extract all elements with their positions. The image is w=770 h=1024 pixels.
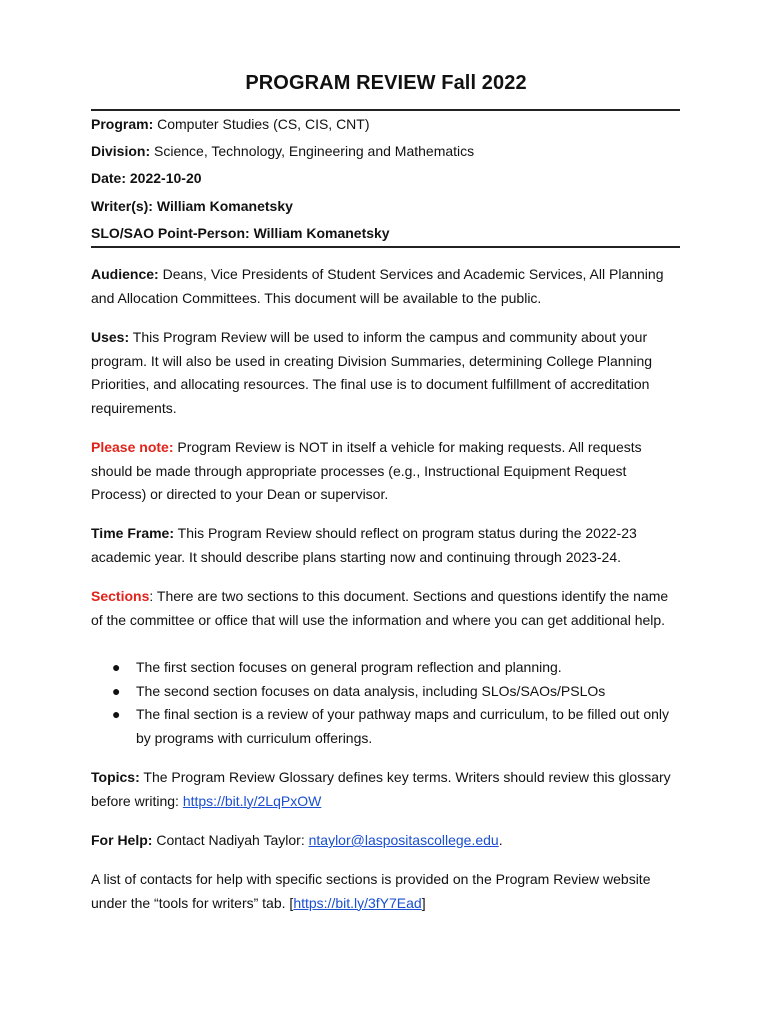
audience-paragraph — [91, 263, 681, 310]
please-note-paragraph — [91, 436, 681, 507]
help-trail: . — [498, 832, 503, 848]
program-label: Program: — [91, 116, 154, 132]
list-item — [91, 680, 681, 704]
contacts-paragraph — [91, 868, 681, 915]
sections-paragraph — [91, 585, 681, 632]
topics-label: Topics: — [91, 769, 140, 785]
glossary-link[interactable]: https://bit.ly/2LqPxOW — [182, 792, 322, 809]
time-frame-paragraph — [91, 522, 681, 569]
division-line — [91, 141, 474, 161]
bullet-icon: ● — [112, 682, 121, 699]
title-divider — [91, 109, 680, 111]
audience-text: Deans, Vice Presidents of Student Services and Academic Services, All Planning and Allocation Committees. This document will be available to the public. — [91, 266, 664, 306]
program-line — [91, 114, 370, 134]
audience-label: Audience: — [91, 266, 159, 282]
tools-for-writers-link[interactable]: https://bit.ly/3fY7Ead — [293, 894, 422, 911]
sections-label: Sections — [91, 588, 150, 604]
help-email-link[interactable]: ntaylor@laspositascollege.edu — [308, 832, 499, 848]
time-frame-text: This Program Review should reflect on program status during the 2022-23 academic year. It should describe plans starting now and continuing through 2023-24. — [91, 525, 637, 565]
uses-text: This Program Review will be used to inform the campus and community about your program. It will also be used in creating Division Summaries, determining College Planning Priorities, and allocating resources. The final use is to document fulfillment of accreditation requirements. — [91, 329, 653, 416]
help-text: Contact Nadiyah Taylor: — [156, 832, 305, 848]
list-item-text: The first section focuses on general program reflection and planning. — [136, 659, 562, 675]
page-title: PROGRAM REVIEW Fall 2022 — [245, 72, 527, 94]
please-note-label: Please note: — [91, 439, 174, 455]
bullet-icon: ● — [112, 659, 121, 675]
list-item — [91, 703, 681, 750]
meta-divider — [91, 246, 680, 248]
sections-list — [91, 656, 681, 750]
uses-label: Uses: — [91, 329, 130, 345]
program-value: Computer Studies (CS, CIS, CNT) — [157, 116, 370, 132]
division-label: Division: — [91, 143, 151, 159]
uses-paragraph — [91, 326, 681, 420]
date-line: Date: 2022-10-20 — [91, 170, 202, 186]
bullet-icon: ● — [112, 706, 121, 722]
topics-paragraph — [91, 766, 681, 813]
writers-line: Writer(s): William Komanetsky — [91, 198, 293, 214]
list-item-text: The second section focuses on data analysis, including SLOs/SAOs/PSLOs — [136, 682, 606, 699]
please-note-text: Program Review is NOT in itself a vehicle for making requests. All requests should be made through appropriate processes (e.g., Instructional Equipment Request Process) or directed to your Dean or supervisor. — [91, 439, 642, 502]
topics-text: The Program Review Glossary defines key terms. Writers should review this glossary before writing: — [91, 769, 671, 809]
list-item-text: The final section is a review of your pathway maps and curriculum, to be filled out only by programs with curriculum offerings. — [136, 706, 670, 746]
contacts-text: A list of contacts for help with specific sections is provided on the Program Review website under the “tools for writers” tab. [ — [91, 871, 651, 911]
sections-text: : There are two sections to this document. Sections and questions identify the name of the committee or office that will use the information and where you can get additional help. — [91, 588, 669, 628]
contacts-trail: ] — [421, 894, 426, 911]
division-value: Science, Technology, Engineering and Mathematics — [154, 143, 475, 159]
help-paragraph — [91, 829, 681, 853]
time-frame-label: Time Frame: — [91, 525, 174, 541]
list-item — [91, 656, 681, 680]
help-label: For Help: — [91, 832, 153, 848]
slo-person-line: SLO/SAO Point-Person: William Komanetsky — [91, 225, 390, 241]
